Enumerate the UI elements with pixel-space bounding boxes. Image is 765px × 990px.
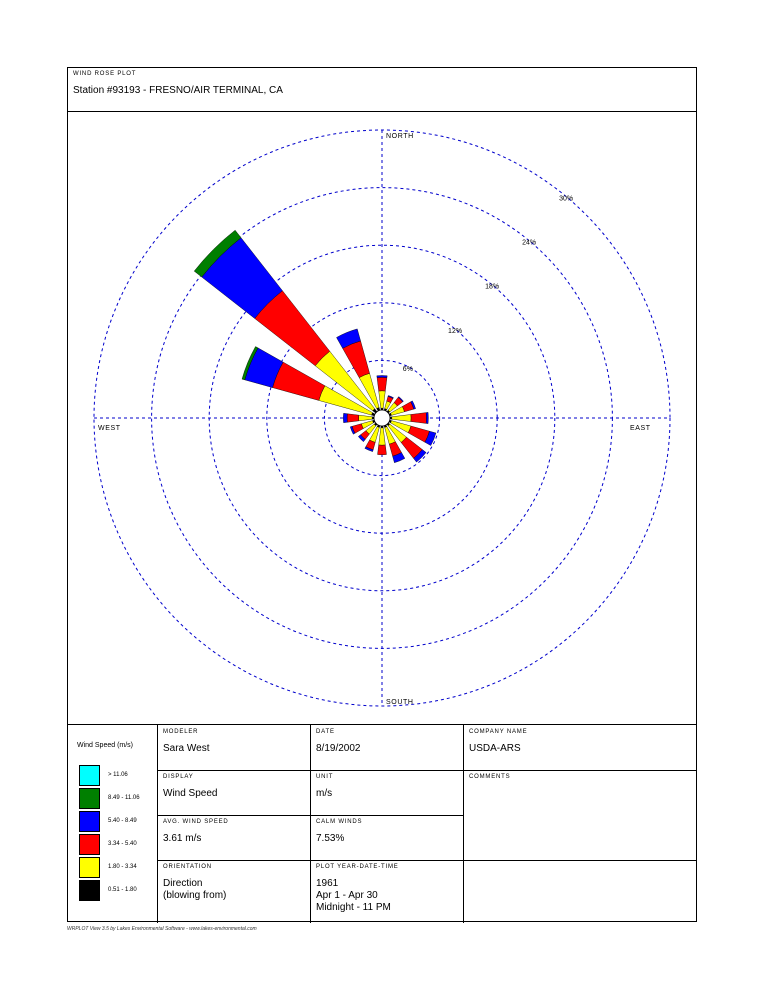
legend-swatch-cyan — [79, 765, 100, 786]
period-cell — [310, 860, 463, 923]
orientation-line: Direction — [163, 878, 203, 889]
legend-label: 3.34 - 5.40 — [108, 841, 137, 847]
ring-label: 24% — [522, 239, 537, 247]
ring-label: 6% — [402, 366, 413, 374]
period-line: Apr 1 - Apr 30 — [316, 890, 378, 901]
legend-title: Wind Speed (m/s) — [77, 742, 134, 749]
unit-label: UNIT — [316, 774, 334, 780]
legend-label: 8.49 - 11.06 — [108, 795, 140, 801]
company-value: USDA-ARS — [469, 743, 521, 754]
station-title: Station #93193 - FRESNO/AIR TERMINAL, CA — [73, 85, 283, 96]
calm-value: 7.53% — [316, 833, 345, 844]
orientation-label: ORIENTATION — [163, 864, 212, 870]
legend-swatch-black — [79, 880, 100, 901]
legend-swatch-yellow — [79, 857, 100, 878]
wind-rose-chart — [67, 112, 697, 724]
petal-0-bin-3 — [377, 375, 387, 377]
petal-180-bin-2 — [378, 445, 387, 455]
period-line: Midnight - 11 PM — [316, 902, 391, 913]
legend-swatch-red — [79, 834, 100, 855]
header-label: WIND ROSE PLOT — [73, 71, 137, 77]
date-label: DATE — [316, 729, 335, 735]
calm-circle — [374, 410, 390, 426]
legend-label: 0.51 - 1.80 — [108, 887, 137, 893]
ring-label: 12% — [448, 327, 463, 335]
petal-0-bin-1 — [379, 391, 386, 408]
avg-speed-cell — [157, 815, 310, 860]
ring-label: 18% — [485, 283, 500, 291]
comments-label: COMMENTS — [469, 774, 511, 780]
petal-270-bin-3 — [343, 413, 347, 422]
orientation-value — [163, 878, 226, 902]
ring-label: 30% — [559, 195, 574, 203]
petal-90-bin-2 — [411, 413, 427, 424]
legend-swatch-green — [79, 788, 100, 809]
modeler-label: MODELER — [163, 729, 199, 735]
display-value: Wind Speed — [163, 788, 218, 799]
petal-90-bin-1 — [392, 414, 411, 421]
petal-270-bin-2 — [347, 414, 359, 422]
legend-label: > 11.06 — [108, 772, 128, 778]
legend-swatch-blue — [79, 811, 100, 832]
modeler-value: Sara West — [163, 743, 210, 754]
calm-cell — [310, 815, 463, 860]
date-cell — [310, 725, 463, 770]
legend — [67, 725, 157, 923]
software-footer: WRPLOT View 3.5 by Lakes Environmental Software - www.lakes-environmental.com — [67, 926, 257, 932]
period-label: PLOT YEAR-DATE-TIME — [316, 864, 399, 870]
petal-90-bin-3 — [426, 412, 428, 423]
direction-label: EAST — [630, 425, 651, 432]
petal-180-bin-1 — [379, 428, 386, 445]
legend-label: 5.40 - 8.49 — [108, 818, 137, 824]
company-label: COMPANY NAME — [469, 729, 528, 735]
info-grid — [67, 724, 697, 922]
avg-speed-value: 3.61 m/s — [163, 833, 202, 844]
date-value: 8/19/2002 — [316, 743, 361, 754]
petal-292.5-bin-2 — [273, 362, 325, 400]
direction-label: NORTH — [386, 133, 414, 140]
display-label: DISPLAY — [163, 774, 194, 780]
calm-label: CALM WINDS — [316, 819, 363, 825]
legend-label: 1.80 - 3.34 — [108, 864, 137, 870]
unit-cell — [310, 770, 463, 815]
orientation-cell — [157, 860, 310, 923]
petal-0-bin-2 — [377, 377, 387, 391]
orientation-line: (blowing from) — [163, 890, 227, 901]
display-cell — [157, 770, 310, 815]
direction-label: WEST — [98, 425, 121, 432]
modeler-cell — [157, 725, 310, 770]
petal-270-bin-1 — [359, 415, 373, 421]
company-cell — [463, 725, 697, 770]
comments-cell — [463, 770, 697, 860]
period-value — [316, 878, 391, 914]
plot-header — [67, 67, 697, 112]
period-line: 1961 — [316, 878, 339, 889]
unit-value: m/s — [316, 788, 333, 799]
direction-label: SOUTH — [386, 699, 414, 706]
avg-speed-label: AVG. WIND SPEED — [163, 819, 229, 825]
